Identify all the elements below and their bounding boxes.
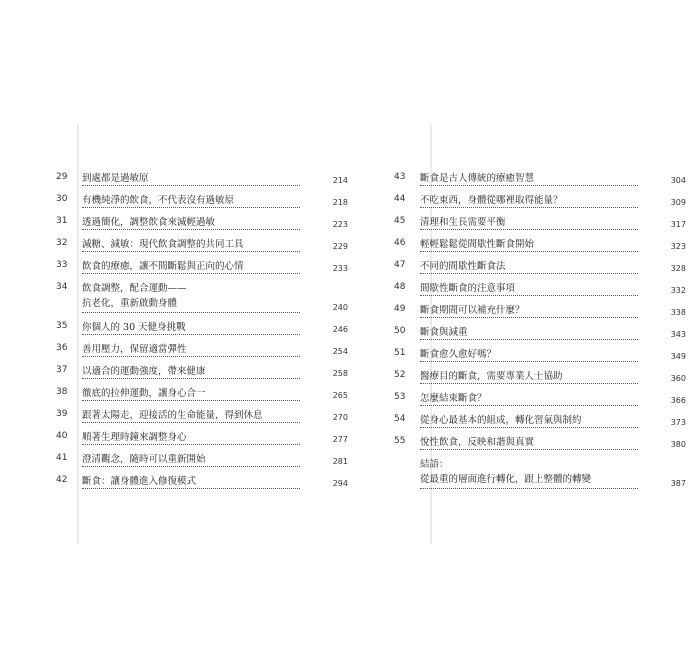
toc-entry: [382, 282, 686, 295]
dotted-leader-line: [420, 317, 638, 318]
chapter-number: 45: [394, 216, 406, 226]
toc-left-page: [44, 124, 348, 544]
page-number: 223: [332, 220, 348, 229]
chapter-number: 33: [56, 260, 68, 270]
chapter-title: 澄清觀念，隨時可以重新開始: [82, 454, 206, 465]
toc-entry: [382, 326, 686, 339]
chapter-number: 36: [56, 343, 68, 353]
page-number: 233: [332, 264, 348, 273]
page-number: 294: [332, 479, 348, 488]
dotted-leader-line: [420, 449, 638, 450]
dotted-leader-line: [82, 312, 300, 313]
chapter-title-continued: 從最重的層面進行轉化，跟上整體的轉變: [420, 474, 592, 485]
toc-entry: [382, 392, 686, 405]
page-number: 218: [332, 198, 348, 207]
chapter-title: 不同的間歇性斷食法: [420, 261, 506, 272]
page-number: 309: [670, 198, 686, 207]
chapter-title: 飲食調整，配合運動——: [82, 283, 187, 294]
chapter-title: 斷食與減重: [420, 327, 468, 338]
chapter-title: 間歇性斷食的注意事項: [420, 283, 516, 294]
toc-entry: [382, 370, 686, 383]
chapter-title: 順著生理時鐘來調整身心: [82, 432, 187, 443]
chapter-title: 有機純淨的飲食，不代表沒有過敏原: [82, 195, 235, 206]
chapter-title: 醫療目的斷食，需要專業人士協助: [420, 371, 563, 382]
chapter-title: 斷食：讓身體進入修復模式: [82, 476, 197, 487]
chapter-title: 以適合的運動強度，帶來健康: [82, 366, 206, 377]
chapter-number: 43: [394, 172, 406, 182]
chapter-number: 50: [394, 326, 406, 336]
toc-entry: [382, 238, 686, 251]
page-number: 277: [332, 435, 348, 444]
chapter-number: 47: [394, 260, 406, 270]
toc-entry: [44, 475, 348, 488]
dotted-leader-line: [82, 207, 300, 208]
dotted-leader-line: [420, 185, 638, 186]
toc-entry: [44, 282, 348, 312]
dotted-leader-line: [420, 339, 638, 340]
dotted-leader-line: [82, 444, 300, 445]
dotted-leader-line: [82, 334, 300, 335]
dotted-leader-line: [420, 361, 638, 362]
chapter-number: 54: [394, 414, 406, 424]
chapter-number: 51: [394, 348, 406, 358]
page-number: 323: [670, 242, 686, 251]
dotted-leader-line: [82, 185, 300, 186]
dotted-leader-line: [420, 383, 638, 384]
chapter-title: 結語：: [420, 459, 449, 470]
toc-entry: [44, 365, 348, 378]
page-number: 317: [670, 220, 686, 229]
page-number: 349: [670, 352, 686, 361]
page-number: 258: [332, 369, 348, 378]
toc-entry: [382, 260, 686, 273]
chapter-title: 斷食愈久愈好嗎？: [420, 349, 497, 360]
page-number: 240: [332, 303, 348, 312]
chapter-title: 清理和生長需要平衡: [420, 217, 506, 228]
toc-entry: [44, 431, 348, 444]
page-number: 366: [670, 396, 686, 405]
dotted-leader-line: [420, 427, 638, 428]
chapter-title: 透過簡化，調整飲食來減輕過敏: [82, 217, 216, 228]
toc-entry: [44, 409, 348, 422]
page-number: 332: [670, 286, 686, 295]
page-number: 360: [670, 374, 686, 383]
chapter-number: 52: [394, 370, 406, 380]
toc-entry: [382, 216, 686, 229]
dotted-leader-line: [420, 295, 638, 296]
toc-entry: [44, 343, 348, 356]
toc-entry: [44, 194, 348, 207]
page-number: 246: [332, 325, 348, 334]
chapter-title: 減糖、減敏：現代飲食調整的共同工具: [82, 239, 244, 250]
dotted-leader-line: [82, 251, 300, 252]
chapter-number: 53: [394, 392, 406, 402]
toc-right-page: [382, 124, 686, 544]
toc-entry: [382, 458, 686, 488]
toc-entry: [44, 172, 348, 185]
chapter-title: 到處都是過敏原: [82, 173, 149, 184]
chapter-number: 38: [56, 387, 68, 397]
page-number: 373: [670, 418, 686, 427]
chapter-number: 41: [56, 453, 68, 463]
chapter-number: 48: [394, 282, 406, 292]
chapter-title: 斷食期間可以補充什麼？: [420, 305, 525, 316]
dotted-leader-line: [82, 422, 300, 423]
page-number: 328: [670, 264, 686, 273]
dotted-leader-line: [420, 207, 638, 208]
chapter-number: 30: [56, 194, 68, 204]
chapter-title: 不吃東西，身體從哪裡取得能量？: [420, 195, 563, 206]
dotted-leader-line: [420, 251, 638, 252]
chapter-title: 斷食是古人傳統的療癒智慧: [420, 173, 535, 184]
toc-entry: [44, 260, 348, 273]
dotted-leader-line: [82, 356, 300, 357]
page-number: 380: [670, 440, 686, 449]
chapter-number: 34: [56, 282, 68, 292]
chapter-title: 飲食的療癒，讓不間斷鬆與正向的心情: [82, 261, 244, 272]
page-number: 270: [332, 413, 348, 422]
page-number: 229: [332, 242, 348, 251]
toc-entry: [382, 436, 686, 449]
toc-entry: [44, 387, 348, 400]
dotted-leader-line: [82, 378, 300, 379]
chapter-title: 從身心最基本的組成，轉化習氣與制約: [420, 415, 582, 426]
toc-entry: [382, 304, 686, 317]
chapter-number: 37: [56, 365, 68, 375]
toc-entry: [382, 172, 686, 185]
dotted-leader-line: [82, 466, 300, 467]
toc-entry: [44, 453, 348, 466]
page-number: 338: [670, 308, 686, 317]
page-number: 265: [332, 391, 348, 400]
page-number: 214: [332, 176, 348, 185]
chapter-number: 49: [394, 304, 406, 314]
page-number: 254: [332, 347, 348, 356]
chapter-title: 徹底的拉伸運動，讓身心合一: [82, 388, 206, 399]
dotted-leader-line: [82, 400, 300, 401]
dotted-leader-line: [82, 229, 300, 230]
toc-entry: [382, 348, 686, 361]
dotted-leader-line: [420, 273, 638, 274]
chapter-title: 輕輕鬆鬆從間歇性斷食開始: [420, 239, 535, 250]
chapter-title-continued: 抗老化，重新啟動身體: [82, 298, 178, 309]
chapter-number: 35: [56, 321, 68, 331]
toc-entry: [382, 414, 686, 427]
toc-entry: [382, 194, 686, 207]
chapter-number: 46: [394, 238, 406, 248]
page-number: 281: [332, 457, 348, 466]
toc-entry: [44, 321, 348, 334]
dotted-leader-line: [82, 273, 300, 274]
chapter-number: 29: [56, 172, 68, 182]
page-number: 343: [670, 330, 686, 339]
chapter-number: 44: [394, 194, 406, 204]
dotted-leader-line: [420, 405, 638, 406]
chapter-number: 40: [56, 431, 68, 441]
dotted-leader-line: [420, 488, 638, 489]
chapter-title: 善用壓力，保留適當彈性: [82, 344, 187, 355]
chapter-title: 怎麼結束斷食？: [420, 393, 487, 404]
chapter-number: 39: [56, 409, 68, 419]
toc-entry: [44, 238, 348, 251]
chapter-title: 悅性飲食，反映和諧與真實: [420, 437, 535, 448]
chapter-number: 32: [56, 238, 68, 248]
dotted-leader-line: [82, 488, 300, 489]
page-number: 387: [670, 479, 686, 488]
chapter-title: 你個人的 30 天健身挑戰: [82, 322, 186, 333]
chapter-number: 42: [56, 475, 68, 485]
chapter-number: 31: [56, 216, 68, 226]
toc-entry: [44, 216, 348, 229]
dotted-leader-line: [420, 229, 638, 230]
chapter-title: 跟著太陽走，迎接活的生命能量，得到休息: [82, 410, 263, 421]
chapter-number: 55: [394, 436, 406, 446]
page-number: 304: [670, 176, 686, 185]
